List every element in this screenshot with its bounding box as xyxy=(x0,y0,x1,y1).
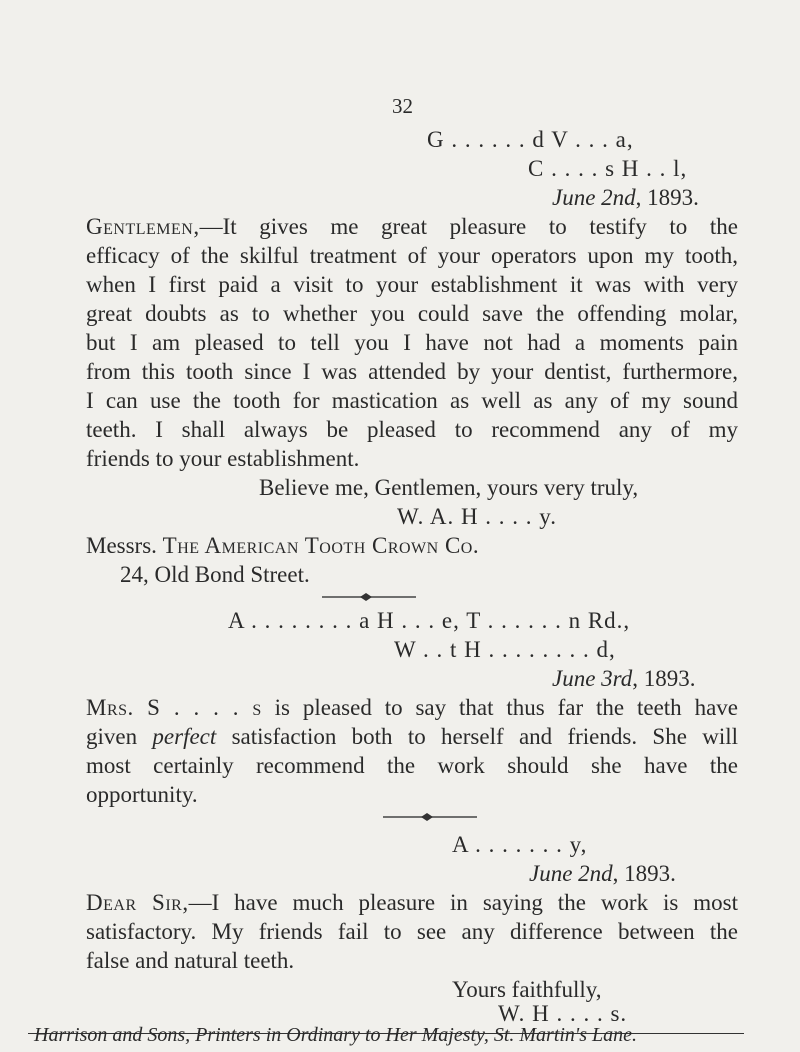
page-number: 32 xyxy=(392,94,413,118)
letter1-recipient: Messrs. The American Tooth Crown Co. xyxy=(86,533,480,558)
letter1-body-line: from this tooth since I was attended by your dentist, furthermore, xyxy=(86,359,738,384)
letter3-salutation: Dear Sir, xyxy=(86,890,189,915)
letter1-body-line: when I first paid a visit to your establishment it was with very xyxy=(86,272,738,297)
ornament-divider xyxy=(383,811,477,823)
letter1-body-line: teeth. I shall always be pleased to recommend any of my xyxy=(86,417,738,442)
letter2-address-line1: A . . . . . . . . a H . . . e, T . . . . . . n Rd., xyxy=(228,608,631,633)
letter2-body-line: given perfect satisfaction both to herself and friends. She will xyxy=(86,724,738,749)
letter2-body-line: most certainly recommend the work should she have the xyxy=(86,753,738,778)
ornament-divider xyxy=(322,591,416,603)
letter2-body-line: Mrs. S . . . . s is pleased to say that thus far the teeth have xyxy=(86,695,738,720)
letter1-address-line1: G . . . . . . d V . . . a, xyxy=(427,127,634,152)
letter1-salutation: Gentlemen, xyxy=(86,214,200,239)
letter3-body-line: satisfactory. My friends fail to see any difference between the xyxy=(86,919,738,944)
letter1-date: June 2nd, 1893. xyxy=(552,185,699,210)
printer-imprint: Harrison and Sons, Printers in Ordinary to Her Majesty, St. Martin's Lane. xyxy=(34,1024,637,1046)
letter1-body-line: I can use the tooth for mastication as well as any of my sound xyxy=(86,388,738,413)
letter3-closing: Yours faithfully, xyxy=(452,977,602,1002)
letter3-body-line: Dear Sir,—I have much pleasure in saying the work is most xyxy=(86,890,738,915)
letter1-address-line2: C . . . . s H . . l, xyxy=(528,156,688,181)
letter1-body-line: friends to your establishment. xyxy=(86,446,360,471)
letter2-sender: Mrs. S . . . . s xyxy=(86,695,262,720)
letter3-body-line: false and natural teeth. xyxy=(86,948,295,973)
letter2-body-line: opportunity. xyxy=(86,782,198,807)
letter3-date: June 2nd, 1893. xyxy=(529,861,676,886)
letter3-signature: W. H . . . . s. xyxy=(498,1001,628,1026)
letter3-address-line1: A . . . . . . . y, xyxy=(452,832,588,857)
letter2-address-line2: W . . t H . . . . . . . . d, xyxy=(394,637,616,662)
letter1-body-line: great doubts as to whether you could save the offending molar, xyxy=(86,301,738,326)
letter1-closing: Believe me, Gentlemen, yours very truly, xyxy=(259,475,639,500)
letter1-body-line: efficacy of the skilful treatment of your operators upon my tooth, xyxy=(86,243,738,268)
letter1-signature: W. A. H . . . . y. xyxy=(397,504,558,529)
letter1-body-line: but I am pleased to tell you I have not had a moments pain xyxy=(86,330,738,355)
letter1-recipient-address: 24, Old Bond Street. xyxy=(120,562,310,587)
letter2-date: June 3rd, 1893. xyxy=(552,666,696,691)
letter1-body-line: Gentlemen,—It gives me great pleasure to testify to the xyxy=(86,214,738,239)
